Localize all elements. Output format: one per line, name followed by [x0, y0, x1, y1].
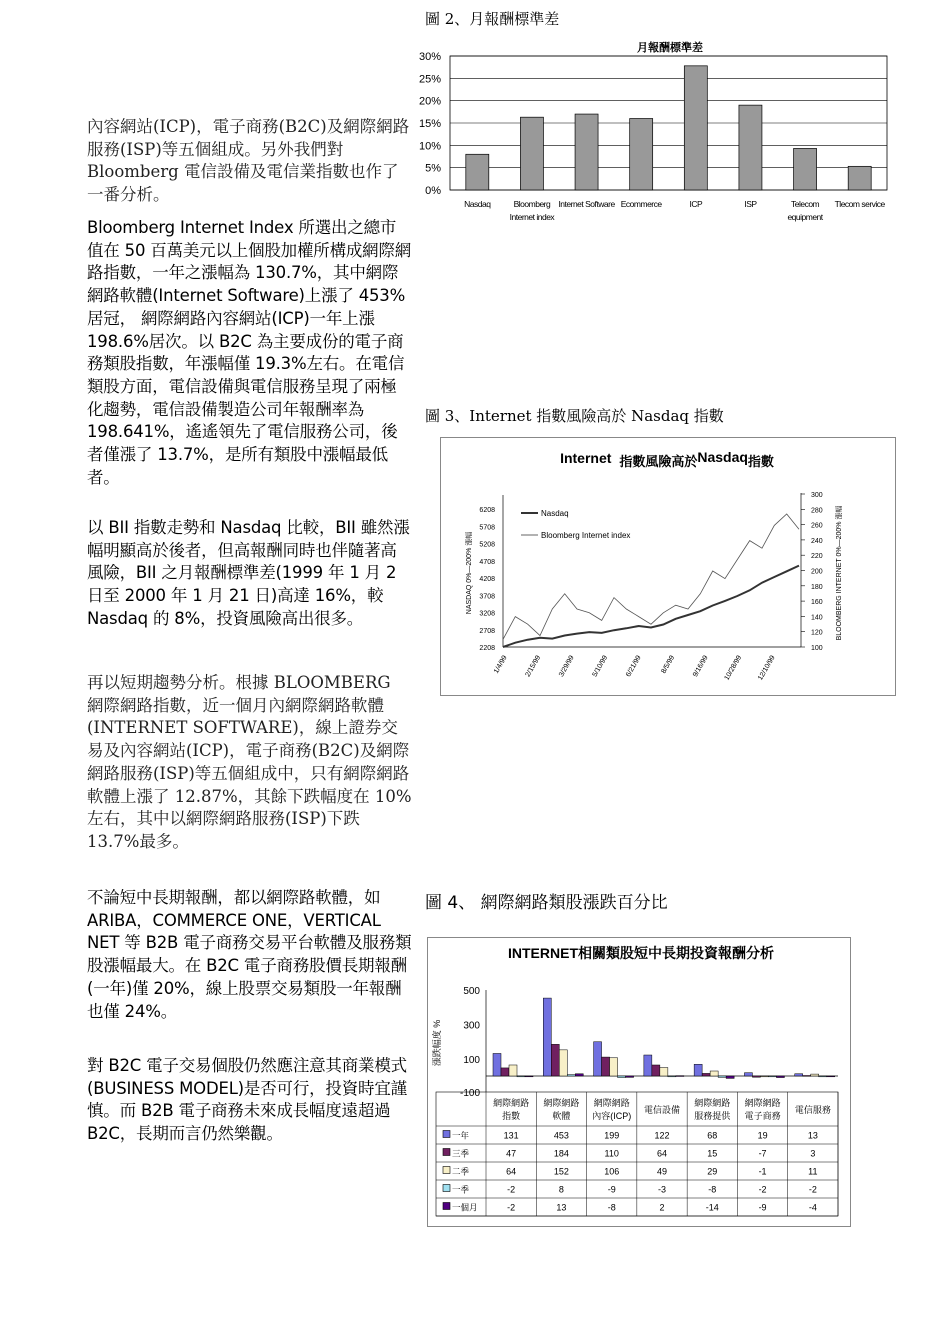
- bar: [559, 1050, 567, 1076]
- right-tick-label: 200: [811, 568, 823, 576]
- bar: [684, 66, 707, 190]
- bar: [794, 148, 817, 190]
- bar: [509, 1065, 517, 1076]
- left-tick-label: 6208: [479, 507, 495, 514]
- x-tick-label: 2/15/99: [524, 654, 543, 679]
- x-tick-label: 3/29/99: [557, 654, 576, 679]
- left-axis-label: NASDAQ 0%—200% 漲幅: [466, 531, 473, 615]
- bar: [644, 1055, 652, 1076]
- x-tick-label: Tlecom service: [834, 199, 885, 209]
- x-tick-label: Internet index: [509, 212, 555, 222]
- bar: [668, 1076, 676, 1077]
- right-tick-label: 220: [811, 553, 823, 561]
- bar: [610, 1058, 618, 1076]
- bar: [466, 154, 489, 190]
- chart-title: INTERNET相關類股短中長期投資報酬分析: [508, 945, 774, 961]
- table-cell: -1: [758, 1166, 767, 1177]
- table-cell: 106: [604, 1166, 620, 1177]
- table-cell: -2: [507, 1202, 516, 1213]
- table-cell: 19: [757, 1130, 768, 1141]
- bar: [710, 1071, 718, 1076]
- legend-label: Bloomberg Internet index: [541, 531, 631, 540]
- paragraph-6: 對 B2C 電子交易個股仍然應注意其商業模式(BUSINESS MODEL)是否可行，投資時宜謹慎。而 B2B 電子商務未來成長幅度遠超過 B2C，長期而言仍然樂觀。: [87, 1056, 407, 1144]
- table-cell: -9: [758, 1202, 767, 1213]
- x-tick-label: Internet Software: [558, 199, 615, 209]
- bar: [575, 1074, 583, 1076]
- table-cell: 199: [604, 1130, 620, 1141]
- table-header-cell: 網際網路: [744, 1098, 781, 1108]
- left-tick-label: 2208: [479, 645, 495, 652]
- x-tick-label: 5/10/99: [591, 654, 610, 679]
- table-cell: -14: [705, 1202, 719, 1213]
- table-header-cell: 服務提供: [694, 1111, 731, 1121]
- bar: [575, 114, 598, 190]
- right-tick-label: 260: [811, 522, 823, 530]
- paragraph-5: 不論短中長期報酬，都以網際路軟體，如 ARIBA，COMMERCE ONE，VERTICAL NET 等 B2B 電子商務交易平台軟體及服務類股漲幅最大。在 B2C 電子商務股價長期報酬(一年)僅 20%，線上股票交易類股一年報酬也僅 24%。: [87, 888, 412, 1021]
- bar: [626, 1076, 634, 1077]
- table-cell: 152: [553, 1166, 569, 1177]
- table-cell: -2: [507, 1184, 516, 1195]
- monthly-return-stdev-chart: [415, 36, 895, 231]
- x-tick-label: 8/5/99: [660, 654, 677, 675]
- bar: [551, 1044, 559, 1076]
- bar: [618, 1076, 626, 1078]
- right-tick-label: 160: [811, 599, 823, 607]
- left-tick-label: 3208: [479, 610, 495, 618]
- y-tick-label: -100: [459, 1088, 480, 1099]
- bar: [726, 1076, 734, 1078]
- table-cell: 13: [807, 1130, 818, 1141]
- y-tick-label: 15%: [418, 118, 441, 130]
- left-tick-label: 2708: [479, 627, 495, 635]
- right-axis-label: BLOOMBERG INTERNET 0%—200% 漲幅: [836, 505, 843, 641]
- left-tick-label: 5208: [479, 541, 495, 549]
- x-tick-label: ICP: [689, 199, 703, 209]
- x-tick-label: 1/4/99: [492, 654, 509, 675]
- x-tick-label: Bloomberg: [513, 199, 551, 209]
- x-tick-label: 6/21/99: [624, 654, 643, 679]
- y-tick-label: 20%: [418, 95, 441, 108]
- table-cell: 64: [506, 1166, 517, 1177]
- legend-label: Nasdaq: [541, 509, 569, 518]
- y-axis-label: 漲跌幅度 %: [432, 1019, 442, 1067]
- table-cell: -2: [758, 1184, 767, 1195]
- left-tick-label: 3708: [479, 593, 495, 601]
- x-tick-label: Nasdaq: [464, 199, 491, 209]
- table-cell: 8: [558, 1184, 564, 1195]
- bar: [517, 1076, 525, 1077]
- table-header-cell: 電信服務: [794, 1105, 831, 1115]
- right-tick-label: 300: [811, 492, 823, 499]
- legend-swatch: [443, 1149, 450, 1156]
- bar: [652, 1065, 660, 1076]
- table-cell: 13: [556, 1202, 567, 1213]
- internet-sector-returns-chart: [428, 938, 848, 1224]
- legend-label: 一年: [452, 1130, 470, 1141]
- table-cell: 110: [604, 1148, 619, 1159]
- y-tick-label: 500: [463, 986, 480, 997]
- table-cell: 2: [659, 1202, 665, 1213]
- y-tick-label: 0%: [425, 185, 441, 197]
- table-header-cell: 電信設備: [643, 1105, 681, 1115]
- chart-title: 月報酬標準差: [637, 42, 703, 54]
- table-header-cell: 指數: [502, 1111, 521, 1121]
- nasdaq-line: [503, 566, 799, 647]
- legend-swatch: [443, 1167, 450, 1174]
- table-header-cell: 網際網路: [493, 1098, 530, 1108]
- x-tick-label: 10/28/99: [723, 654, 744, 682]
- bar: [493, 1053, 501, 1076]
- legend-label: 三季: [452, 1148, 470, 1159]
- table-cell: 64: [656, 1148, 668, 1159]
- internet-vs-nasdaq-chart: [441, 438, 893, 693]
- table-cell: 11: [808, 1166, 818, 1177]
- bar: [630, 119, 653, 190]
- x-tick-label: ISP: [744, 199, 757, 209]
- x-tick-label: equipment: [787, 212, 823, 222]
- table-cell: -9: [607, 1184, 616, 1195]
- y-tick-label: 300: [463, 1020, 480, 1032]
- title-part-cn: 指數風險高於: [619, 454, 698, 469]
- table-header-cell: 網際網路: [543, 1098, 580, 1108]
- right-tick-label: 140: [811, 614, 823, 622]
- table-cell: 453: [553, 1130, 569, 1141]
- bar: [795, 1074, 803, 1076]
- bar: [543, 998, 551, 1076]
- bar: [525, 1076, 533, 1077]
- table-cell: -8: [607, 1202, 616, 1213]
- y-tick-label: 25%: [418, 73, 441, 86]
- table-header-cell: 內容(ICP): [592, 1111, 632, 1121]
- right-tick-label: 120: [811, 629, 823, 637]
- bar: [819, 1076, 827, 1077]
- right-tick-label: 100: [811, 645, 823, 652]
- right-tick-label: 180: [811, 583, 823, 591]
- table-cell: 68: [707, 1130, 718, 1141]
- bar: [594, 1042, 602, 1076]
- table-cell: -8: [708, 1184, 717, 1195]
- table-cell: 122: [654, 1130, 670, 1141]
- table-cell: 131: [503, 1130, 519, 1141]
- left-tick-label: 4708: [479, 558, 495, 566]
- title-part-nasdaq: Nasdaq: [697, 449, 748, 465]
- paragraph-4: 再以短期趨勢分析。根據 BLOOMBERG 網際網路指數，近一個月內網際網路軟體(INTERNET SOFTWARE)，線上證券交易及內容網站(ICP)，電子商務(B2C)及網際網路服務(ISP)等五個組成中，只有網際網路軟體上漲了 12.87%，其餘下跌幅度在 10%左右，其中以網際網路服務(ISP)下跌 13.7%最多。: [87, 673, 412, 851]
- table-header-cell: 網際網路: [694, 1098, 731, 1108]
- x-tick-label: 9/16/99: [691, 654, 710, 679]
- left-tick-label: 5708: [479, 524, 495, 532]
- legend-label: 二季: [452, 1166, 470, 1177]
- figure-2-caption: 圖 2、月報酬標準差: [425, 10, 560, 28]
- table-header-cell: 網際網路: [593, 1098, 630, 1108]
- y-tick-label: 10%: [418, 140, 441, 153]
- bar: [739, 105, 762, 190]
- table-cell: -4: [808, 1202, 817, 1213]
- bar: [803, 1075, 811, 1076]
- bar: [768, 1076, 776, 1077]
- bar: [776, 1076, 784, 1078]
- y-tick-label: 100: [463, 1054, 480, 1066]
- table-cell: 47: [506, 1148, 517, 1159]
- table-header-cell: 電子商務: [744, 1111, 781, 1121]
- table-cell: 49: [656, 1166, 668, 1177]
- bar: [694, 1064, 702, 1076]
- bar: [811, 1074, 819, 1076]
- left-tick-label: 4208: [479, 576, 495, 583]
- title-part-internet: Internet: [560, 450, 612, 466]
- right-tick-label: 280: [811, 507, 823, 515]
- bar: [744, 1073, 752, 1076]
- bar: [501, 1068, 509, 1076]
- bar: [718, 1076, 726, 1077]
- bar: [602, 1057, 610, 1076]
- bar: [752, 1076, 760, 1077]
- legend-swatch: [443, 1131, 450, 1138]
- bar: [702, 1073, 710, 1076]
- table-header-cell: 軟體: [552, 1111, 571, 1121]
- paragraph-2: Bloomberg Internet Index 所選出之總市值在 50 百萬美元以上個股加權所構成網際網路指數，一年之漲幅為 130.7%，其中網際網路軟體(Internet Software)上漲了 453%居冠， 網際網路內容網站(ICP)一年上漲 198.6%居次。以 B2C 為主要成份的電子商務類股指數，年漲幅僅 19.3%左右。在電信類股方面，電信設備與電信服務呈現了兩極化趨勢，電信設備製造公司年報酬率為 198.641%，遙遙領先了電信服務公司，後者僅漲了 13.7%，是所有類股中漲幅最低者。: [87, 218, 412, 487]
- bar: [520, 117, 543, 190]
- bar: [848, 166, 871, 190]
- y-tick-label: 5%: [425, 162, 441, 175]
- bar: [567, 1075, 575, 1076]
- table-cell: -7: [758, 1148, 767, 1159]
- x-tick-label: Telecom: [790, 199, 820, 209]
- x-tick-label: Ecommerce: [620, 199, 662, 209]
- figure-4-caption: 圖 4、 網際網路類股漲跌百分比: [425, 893, 668, 913]
- table-cell: 184: [553, 1148, 569, 1159]
- table-cell: 15: [707, 1148, 718, 1159]
- chart-title: [560, 449, 774, 469]
- table-cell: -3: [657, 1184, 667, 1195]
- bar: [760, 1076, 768, 1077]
- legend-label: 一個月: [452, 1202, 478, 1213]
- paragraph-3: 以 BII 指數走勢和 Nasdaq 比較，BII 雖然漲幅明顯高於後者，但高報酬同時也伴隨著高風險，BII 之月報酬標準差(1999 年 1 月 2 日至 2000 年 1 月 21 日)高達 16%，較 Nasdaq 的 8%，投資風險高出很多。: [87, 518, 410, 628]
- table-cell: -2: [808, 1184, 817, 1195]
- x-tick-label: 12/10/99: [757, 654, 777, 682]
- legend-label: 一季: [452, 1184, 470, 1195]
- table-cell: 3: [810, 1148, 816, 1159]
- title-part-index: 指數: [747, 454, 774, 469]
- table-cell: 29: [707, 1166, 718, 1177]
- legend-swatch: [443, 1185, 450, 1192]
- right-tick-label: 240: [811, 537, 823, 545]
- legend-swatch: [443, 1203, 450, 1210]
- bar: [676, 1076, 684, 1077]
- bar: [660, 1068, 668, 1076]
- bar: [827, 1076, 835, 1077]
- paragraph-1: 內容網站(ICP)，電子商務(B2C)及網際網路服務(ISP)等五個組成。另外我們對 Bloomberg 電信設備及電信業指數也作了一番分析。: [87, 117, 410, 205]
- y-tick-label: 30%: [418, 51, 441, 63]
- figure-3-caption: 圖 3、Internet 指數風險高於 Nasdaq 指數: [425, 407, 724, 425]
